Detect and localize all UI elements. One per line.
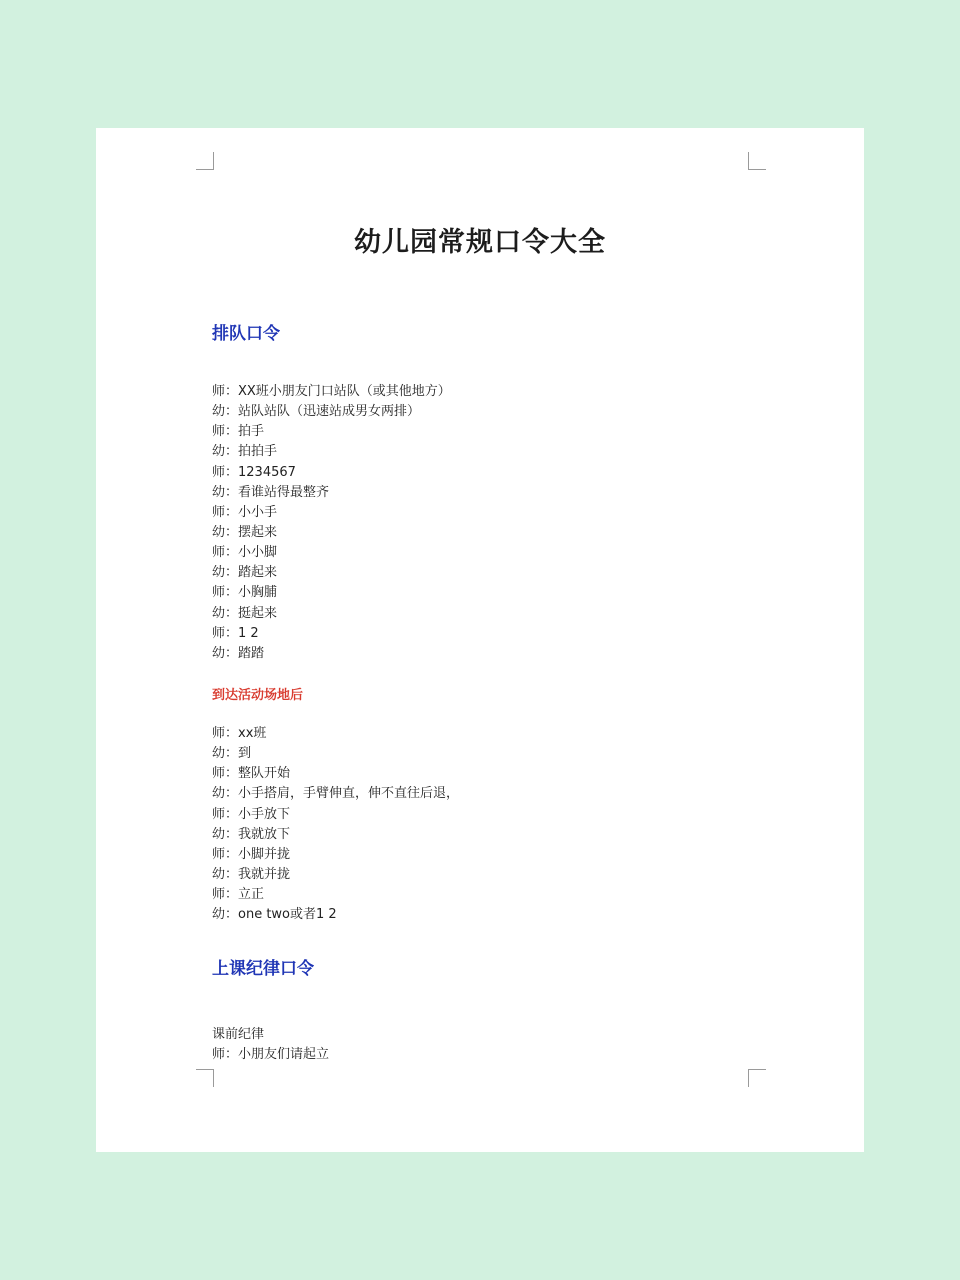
- dialogue-line: 师：小小手: [212, 504, 278, 520]
- dialogue-line: 师：拍手: [212, 424, 265, 440]
- document-page: [96, 128, 864, 1152]
- corner-mark-top-left: [196, 152, 214, 170]
- dialogue-line: 幼：到: [212, 746, 252, 762]
- dialogue-line: 幼：拍拍手: [212, 444, 278, 460]
- discipline-subheading-pre-class: 课前纪律: [212, 1027, 265, 1042]
- dialogue-line: 师：XX班小朋友门口站队（或其他地方）: [212, 384, 451, 399]
- dialogue-line: 幼：我就并拢: [212, 866, 291, 882]
- dialogue-line: 师：小小脚: [212, 545, 278, 561]
- dialogue-line: 师：小脚并拢: [212, 846, 291, 862]
- dialogue-line: 幼：摆起来: [212, 524, 278, 540]
- dialogue-line: 师：1 2: [212, 625, 259, 641]
- corner-mark-bottom-left: [196, 1069, 214, 1087]
- dialogue-line: 幼：小手搭肩，手臂伸直，伸不直往后退，: [212, 786, 460, 802]
- document-title: 幼儿园常规口令大全: [354, 227, 606, 258]
- dialogue-line: 幼：我就放下: [212, 826, 291, 842]
- dialogue-line: 师：小胸脯: [212, 585, 278, 601]
- dialogue-line: 幼：踏起来: [212, 565, 278, 581]
- dialogue-line: 师：xx班: [212, 726, 267, 741]
- dialogue-line: 师：小手放下: [212, 806, 291, 822]
- dialogue-line: 幼：站队站队（迅速站成男女两排）: [212, 404, 421, 420]
- dialogue-line: 幼：one two或者1 2: [212, 907, 337, 923]
- section-heading-discipline: 上课纪律口令: [212, 959, 314, 979]
- dialogue-line: 幼：踏踏: [212, 645, 265, 661]
- subsection-heading-arrival: 到达活动场地后: [212, 688, 304, 703]
- dialogue-line: 师：立正: [212, 887, 265, 903]
- dialogue-line: 师：1234567: [212, 464, 296, 480]
- queue-dialogue-list: [212, 382, 451, 664]
- dialogue-line: 幼：挺起来: [212, 605, 278, 621]
- dialogue-line: 幼：看谁站得最整齐: [212, 484, 330, 500]
- corner-mark-top-right: [748, 152, 766, 170]
- dialogue-line: 师：小朋友们请起立: [212, 1047, 330, 1062]
- arrival-dialogue-list: [212, 724, 459, 925]
- corner-mark-bottom-right: [748, 1069, 766, 1087]
- dialogue-line: 师：整队开始: [212, 766, 291, 782]
- section-heading-queue: 排队口令: [212, 324, 280, 344]
